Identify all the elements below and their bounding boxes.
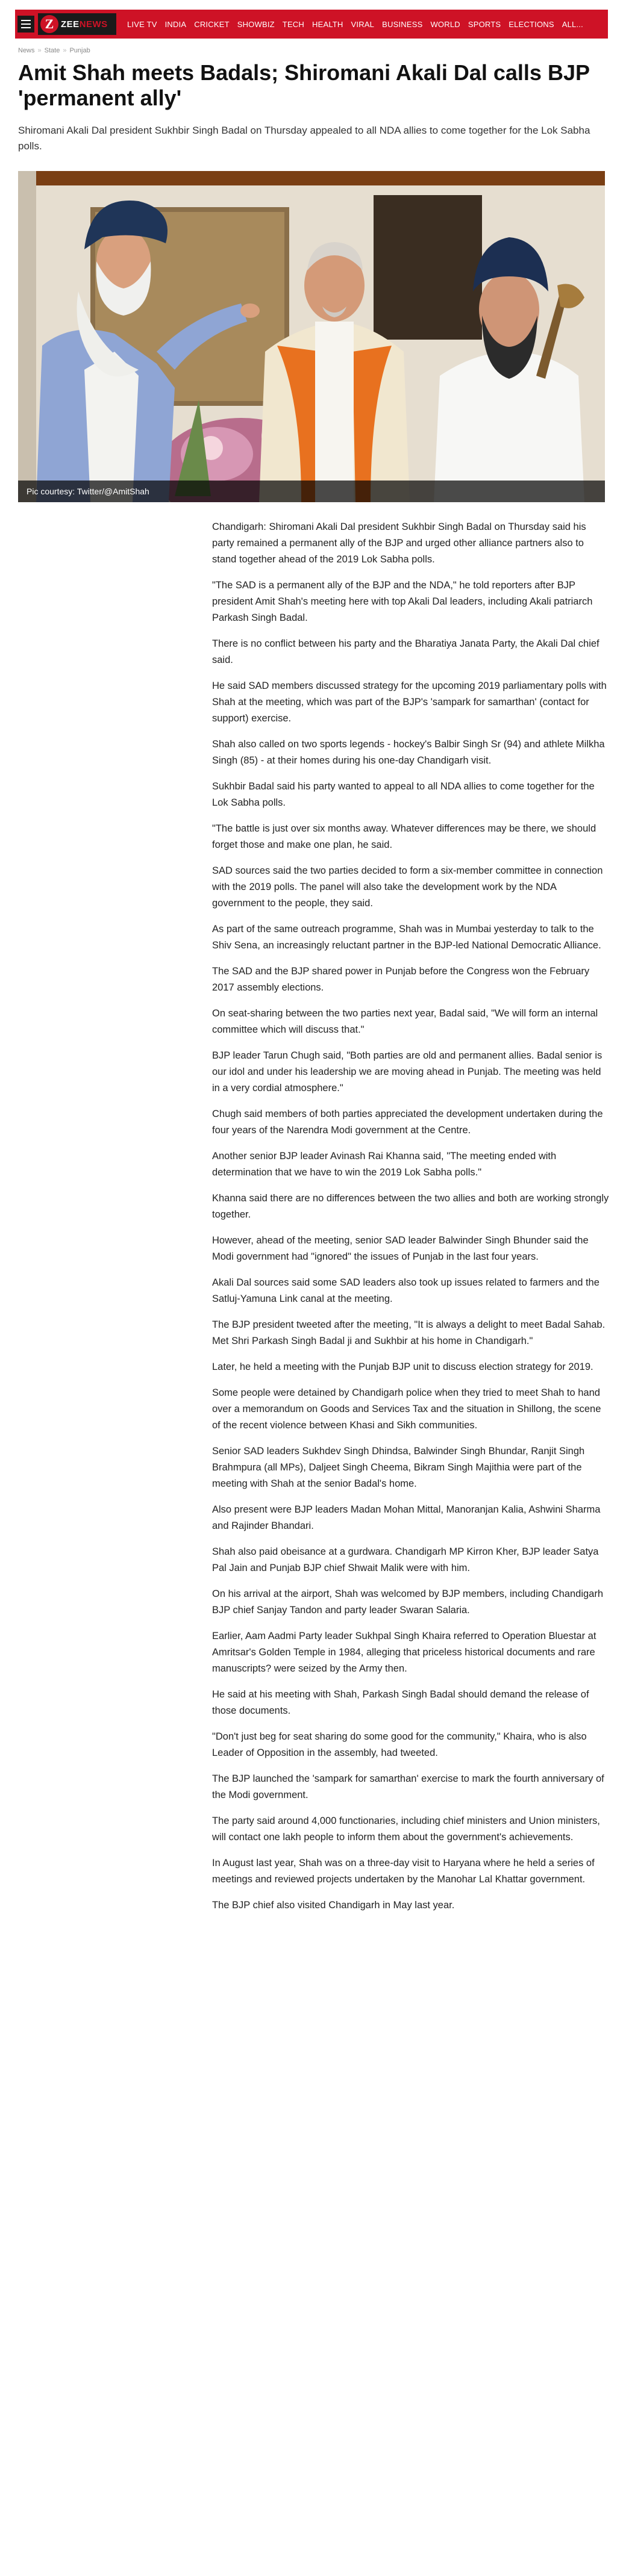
article-paragraph: "The battle is just over six months away. Whatever differences may be there, we should forget those and make one plan, he said.	[212, 823, 596, 850]
article-paragraph: In August last year, Shah was on a three-day visit to Haryana where he held a series of meetings and reviewed projects undertaken by the Manohar Lal Khattar government.	[212, 1858, 595, 1885]
breadcrumb-state[interactable]: State	[44, 47, 60, 54]
nav-health[interactable]: HEALTH	[312, 19, 343, 29]
article-paragraph: He said SAD members discussed strategy for the upcoming 2019 parliamentary polls with Shah at the meeting, which was part of the BJP's 'sampark for samarthan' (contact for support) exercise.	[212, 680, 607, 724]
article-paragraph: The BJP president tweeted after the meeting, "It is always a delight to meet Badal Sahab. Met Shri Parkash Singh Badal ji and Sukhbir at his home in Chandigarh."	[212, 1319, 606, 1346]
article-paragraph: On his arrival at the airport, Shah was welcomed by BJP members, including Chandigarh BJP chief Sanjay Tandon and party leader Swaran Salaria.	[212, 1588, 604, 1616]
article-paragraph: Akali Dal sources said some SAD leaders also took up issues related to farmers and the Satluj-Yamuna Link canal at the meeting.	[212, 1277, 600, 1304]
site-header	[15, 10, 608, 39]
image-caption: Pic courtesy: Twitter/@AmitShah	[27, 487, 149, 496]
article-paragraph: Chugh said members of both parties appreciated the development undertaken during the four years of the Narendra Modi government at the Centre.	[212, 1109, 603, 1136]
nav-india[interactable]: INDIA	[164, 19, 187, 29]
article-paragraph: Shah also called on two sports legends - hockey's Balbir Singh Sr (94) and athlete Milkha Singh (85) - at their homes during his one-day Chandigarh visit.	[212, 739, 605, 766]
article-summary: Shiromani Akali Dal president Sukhbir Singh Badal on Thursday appealed to all NDA allies to come together for the Lok Sabha polls.	[18, 125, 590, 152]
article-paragraph: SAD sources said the two parties decided to form a six-member committee in connection with the 2019 polls. The panel will also take the development work by the NDA government to the people, they said.	[212, 865, 603, 909]
nav-showbiz[interactable]: SHOWBIZ	[237, 19, 275, 29]
breadcrumb-punjab[interactable]: Punjab	[69, 47, 90, 54]
nav-cricket[interactable]: CRICKET	[194, 19, 230, 29]
nav-world[interactable]: WORLD	[430, 19, 460, 29]
breadcrumb	[18, 47, 90, 54]
nav-business[interactable]: BUSINESS	[382, 19, 423, 29]
article-paragraph: On seat-sharing between the two parties next year, Badal said, "We will form an internal committee which will discuss that."	[212, 1008, 598, 1035]
article-paragraph: Also present were BJP leaders Madan Mohan Mittal, Manoranjan Kalia, Ashwini Sharma and Rajinder Bhandari.	[212, 1504, 601, 1531]
article-paragraph: However, ahead of the meeting, senior SAD leader Balwinder Singh Bhunder said the Modi government had "ignored" the issues of Punjab in the last four years.	[212, 1235, 589, 1262]
article-paragraph: The party said around 4,000 functionaries, including chief ministers and Union ministers, will contact one lakh people to inform them about the government's achievements.	[212, 1815, 600, 1843]
article-paragraph: Shah also paid obeisance at a gurdwara. Chandigarh MP Kirron Kher, BJP leader Satya Pal Jain and Punjab BJP chief Shwait Malik were with him.	[212, 1546, 599, 1573]
article-paragraph: The SAD and the BJP shared power in Punjab before the Congress won the February 2017 assembly elections.	[212, 966, 590, 993]
nav-live-tv[interactable]: LIVE TV	[127, 19, 157, 29]
nav-tech[interactable]: TECH	[282, 19, 304, 29]
site-logo[interactable]	[38, 13, 116, 35]
article-paragraph: The BJP launched the 'sampark for samarthan' exercise to mark the fourth anniversary of the Modi government.	[212, 1773, 604, 1800]
article-paragraph: Chandigarh: Shiromani Akali Dal president Sukhbir Singh Badal on Thursday said his party remained a permanent ally of the BJP and urged other alliance partners also to stand together ahead of the 2019 Lok Sabha polls.	[212, 521, 586, 565]
article-paragraph: Some people were detained by Chandigarh police when they tried to meet Shah to hand over a memorandum on Goods and Services Tax and the situation in Shillong, the scene of the recent violence between Khasi and Sikh communities.	[212, 1387, 601, 1431]
article-paragraph: Later, he held a meeting with the Punjab BJP unit to discuss election strategy for 2019.	[212, 1361, 593, 1372]
image-caption-bar	[18, 481, 605, 502]
article-body	[212, 519, 610, 1923]
article-paragraph: Earlier, Aam Aadmi Party leader Sukhpal Singh Khaira referred to Operation Bluestar at Amritsar's Golden Temple in 1984, alleging that priceless historical documents and rare manuscripts? were seized by the Army then.	[212, 1631, 596, 1674]
nav-sports[interactable]: SPORTS	[468, 19, 501, 29]
nav-elections[interactable]: ELECTIONS	[509, 19, 554, 29]
breadcrumb-news[interactable]: News	[18, 47, 35, 54]
article-hero-image	[18, 171, 605, 502]
article-paragraph: The BJP chief also visited Chandigarh in May last year.	[212, 1900, 455, 1911]
nav-all[interactable]: ALL...	[562, 19, 583, 29]
logo-mark: Z	[40, 15, 58, 33]
article-paragraph: Another senior BJP leader Avinash Rai Khanna said, "The meeting ended with determination that we have to win the 2019 Lok Sabha polls."	[212, 1151, 557, 1178]
breadcrumb-separator: »	[37, 47, 42, 54]
hero-photo	[18, 171, 605, 502]
article-paragraph: BJP leader Tarun Chugh said, "Both parties are old and permanent allies. Badal senior is our idol and under his leadership we are moving ahead in Punjab. The meeting was held in a very cordial atmosphere."	[212, 1050, 603, 1094]
logo-text: ZEENEWS	[61, 19, 108, 30]
article-headline: Amit Shah meets Badals; Shiromani Akali Dal calls BJP 'permanent ally'	[18, 60, 590, 110]
article-paragraph: Senior SAD leaders Sukhdev Singh Dhindsa, Balwinder Singh Bhundar, Ranjit Singh Brahmpura (all MPs), Daljeet Singh Cheema, Bikram Singh Majithia were part of the meeting with Shah at the senior Badal's home.	[212, 1446, 585, 1489]
article-paragraph: There is no conflict between his party and the Bharatiya Janata Party, the Akali Dal chief said.	[212, 638, 600, 665]
article-paragraph: Khanna said there are no differences between the two allies and both are working strongly together.	[212, 1193, 609, 1220]
article-paragraph: "The SAD is a permanent ally of the BJP and the NDA," he told reporters after BJP president Amit Shah's meeting here with top Akali Dal leaders, including Akali patriarch Parkash Singh Badal.	[212, 580, 593, 623]
breadcrumb-separator: »	[63, 47, 67, 54]
article-paragraph: Sukhbir Badal said his party wanted to appeal to all NDA allies to come together for the Lok Sabha polls.	[212, 781, 595, 808]
article-paragraph: As part of the same outreach programme, Shah was in Mumbai yesterday to talk to the Shiv Sena, an increasingly reluctant partner in the BJP-led National Democratic Alliance.	[212, 924, 601, 951]
nav-viral[interactable]: VIRAL	[351, 19, 375, 29]
article-paragraph: He said at his meeting with Shah, Parkash Singh Badal should demand the release of those documents.	[212, 1689, 589, 1716]
article-paragraph: "Don't just beg for seat sharing do some good for the community," Khaira, who is also Leader of Opposition in the assembly, had tweeted.	[212, 1731, 587, 1758]
main-nav	[127, 10, 583, 39]
menu-icon[interactable]	[17, 16, 34, 33]
